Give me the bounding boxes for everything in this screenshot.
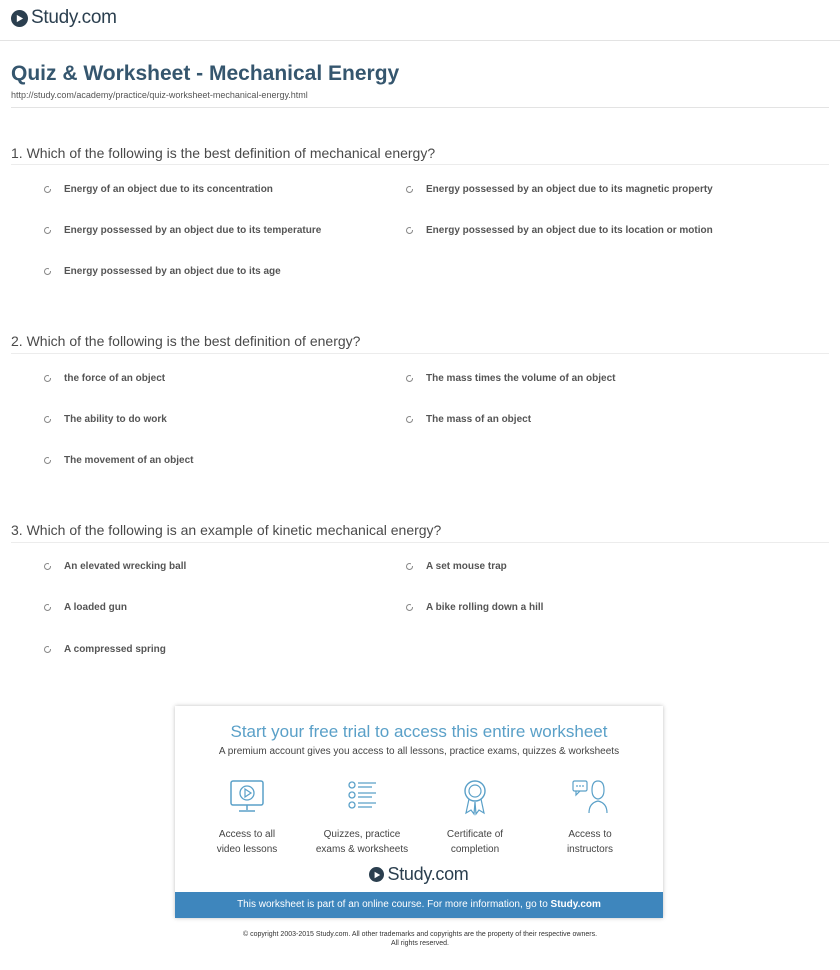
answer-option[interactable]: The mass times the volume of an object xyxy=(406,373,616,384)
answer-option[interactable]: The ability to do work xyxy=(44,414,167,425)
instructor-icon xyxy=(572,778,608,816)
answer-option[interactable]: Energy possessed by an object due to its magnetic property xyxy=(406,184,713,195)
feature-label: Access to instructors xyxy=(566,829,614,855)
question-divider xyxy=(11,164,829,165)
answer-option[interactable]: A set mouse trap xyxy=(406,561,507,572)
question-3: 3. Which of the following is an example of kinetic mechanical energy? xyxy=(11,522,442,538)
feature-certificate[interactable] xyxy=(425,778,525,857)
feature-label: Access to all video lessons xyxy=(216,829,278,855)
feature-quizzes[interactable] xyxy=(312,778,412,857)
logo-text: Study.com xyxy=(31,7,117,28)
course-info-bar xyxy=(175,892,663,918)
course-info-text: This worksheet is part of an online course. For more information, go to xyxy=(237,899,551,910)
radio-icon[interactable] xyxy=(44,416,51,423)
answer-option[interactable]: A bike rolling down a hill xyxy=(406,602,543,613)
radio-icon[interactable] xyxy=(406,186,413,193)
answer-option[interactable]: The movement of an object xyxy=(44,455,193,466)
radio-icon[interactable] xyxy=(44,186,51,193)
radio-icon[interactable] xyxy=(44,457,51,464)
play-icon xyxy=(11,10,28,27)
radio-icon[interactable] xyxy=(406,227,413,234)
study-logo[interactable] xyxy=(11,7,117,29)
answer-option[interactable]: The mass of an object xyxy=(406,414,531,425)
feature-video-lessons[interactable] xyxy=(197,778,297,857)
study-link[interactable]: Study.com xyxy=(550,899,601,910)
quiz-list-icon xyxy=(344,778,380,816)
page-url[interactable]: http://study.com/academy/practice/quiz-worksheet-mechanical-energy.html xyxy=(11,90,308,100)
video-lesson-icon xyxy=(229,778,265,816)
promo-title[interactable]: Start your free trial to access this entire worksheet xyxy=(230,722,608,741)
radio-icon[interactable] xyxy=(44,375,51,382)
play-icon xyxy=(369,867,384,882)
radio-icon[interactable] xyxy=(406,563,413,570)
answer-option[interactable]: Energy possessed by an object due to its location or motion xyxy=(406,225,713,236)
premium-promo xyxy=(175,706,663,918)
radio-icon[interactable] xyxy=(44,604,51,611)
question-divider xyxy=(11,353,829,354)
header-divider xyxy=(0,40,840,41)
radio-icon[interactable] xyxy=(406,604,413,611)
logo-text: Study.com xyxy=(387,864,469,884)
page-title: Quiz & Worksheet - Mechanical Energy xyxy=(11,62,400,85)
radio-icon[interactable] xyxy=(44,227,51,234)
radio-icon[interactable] xyxy=(406,375,413,382)
certificate-icon xyxy=(457,778,493,816)
copyright-footer xyxy=(0,930,840,948)
rights-line: All rights reserved. xyxy=(391,940,449,947)
question-2: 2. Which of the following is the best definition of energy? xyxy=(11,333,361,349)
answer-option[interactable]: A loaded gun xyxy=(44,602,127,613)
promo-study-logo[interactable] xyxy=(175,864,663,885)
answer-option[interactable]: Energy possessed by an object due to its temperature xyxy=(44,225,321,236)
answer-option[interactable]: Energy possessed by an object due to its age xyxy=(44,266,281,277)
radio-icon[interactable] xyxy=(406,416,413,423)
answer-option[interactable]: A compressed spring xyxy=(44,644,166,655)
title-divider xyxy=(11,107,829,108)
answer-option[interactable]: Energy of an object due to its concentration xyxy=(44,184,273,195)
copyright-line: © copyright 2003-2015 Study.com. All other trademarks and copyrights are the property of their respective owners. xyxy=(242,931,598,938)
answer-option[interactable]: the force of an object xyxy=(44,373,165,384)
promo-subtitle: A premium account gives you access to all lessons, practice exams, quizzes & worksheets xyxy=(218,746,620,757)
radio-icon[interactable] xyxy=(44,646,51,653)
radio-icon[interactable] xyxy=(44,268,51,275)
feature-label: Quizzes, practice exams & worksheets xyxy=(315,829,409,855)
question-1: 1. Which of the following is the best definition of mechanical energy? xyxy=(11,145,436,161)
radio-icon[interactable] xyxy=(44,563,51,570)
feature-label: Certificate of completion xyxy=(446,829,504,855)
question-divider xyxy=(11,542,829,543)
feature-instructors[interactable] xyxy=(540,778,640,857)
answer-option[interactable]: An elevated wrecking ball xyxy=(44,561,186,572)
